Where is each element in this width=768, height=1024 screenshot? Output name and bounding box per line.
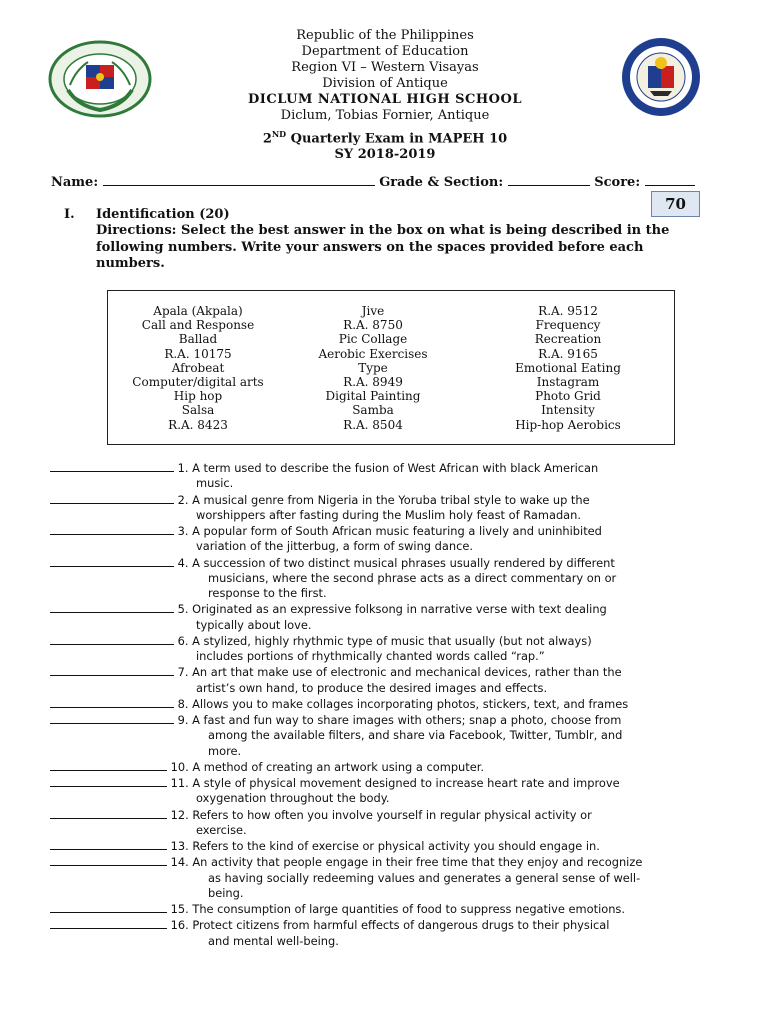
question-text: A musical genre from Nigeria in the Yoruba tribal style to wake up the: [192, 492, 590, 507]
question-text-continued: oxygenation throughout the body.: [196, 791, 390, 806]
choice-item: Computer/digital arts: [132, 375, 264, 390]
choice-item: R.A. 9512: [538, 304, 598, 318]
question-number: 2.: [174, 492, 193, 507]
question-text-continued: includes portions of rhythmically chanted words called “rap.”: [196, 649, 545, 663]
question-item: [50, 759, 730, 775]
exam-quarter-number: 2: [262, 131, 272, 147]
question-text: Protect citizens from harmful effects of dangerous drugs to their physical: [192, 918, 610, 933]
question-text-continued: response to the first.: [208, 586, 327, 600]
question-item: [50, 917, 730, 949]
question-number: 9.: [174, 713, 193, 727]
choice-item: Salsa: [181, 403, 215, 418]
answer-blank[interactable]: [50, 838, 167, 850]
question-text-continued: among the available filters, and share via Facebook, Twitter, Tumblr, and: [208, 728, 623, 743]
question-text: An activity that people engage in their free time that they enjoy and recognize: [192, 855, 643, 870]
score-total-box: 70: [651, 191, 700, 217]
question-text-continued: music.: [196, 476, 234, 491]
question-item: [50, 601, 730, 633]
school-address: Diclum, Tobias Fornier, Antique: [280, 108, 490, 123]
question-item: [50, 775, 730, 807]
answer-blank[interactable]: [50, 601, 174, 613]
student-info-line: [51, 175, 711, 190]
choice-item: Apala (Akpala): [153, 304, 243, 318]
question-item: [50, 523, 730, 555]
question-text-continued: musicians, where the second phrase acts as a direct commentary on or: [208, 570, 617, 585]
choice-item: Aerobic Exercises: [318, 346, 428, 361]
question-item: [50, 696, 730, 712]
question-text: A fast and fun way to share images with others; snap a photo, choose from: [192, 713, 622, 727]
question-text: Refers to how often you involve yourself in regular physical activity or: [192, 807, 592, 822]
choice-item: Instagram: [536, 375, 600, 390]
choice-item: Recreation: [534, 332, 602, 347]
question-item: [50, 854, 730, 901]
answer-blank[interactable]: [50, 917, 167, 929]
question-text: Originated as an expressive folksong in narrative verse with text dealing: [192, 602, 607, 617]
question-text: A stylized, highly rhythmic type of music that usually (but not always): [192, 633, 592, 648]
choices-column-3: [458, 304, 678, 432]
choice-item: Digital Painting: [325, 389, 421, 404]
choice-item: R.A. 8750: [343, 318, 403, 333]
question-number: 3.: [174, 524, 193, 538]
question-number: 7.: [174, 665, 193, 680]
section-directions: Directions: Select the best answer in the box on what is being described in the following numbers. Write your answers on the spaces provided before each numbers.: [96, 223, 670, 271]
choices-column-1: [108, 304, 288, 432]
score-label: Score:: [594, 175, 641, 190]
question-number: 13.: [167, 839, 193, 853]
question-number: 14.: [167, 855, 193, 870]
question-item: [50, 664, 730, 696]
question-number: 6.: [174, 633, 193, 648]
question-item: [50, 901, 730, 917]
questions-list: [50, 460, 730, 949]
exam-title-text: Quarterly Exam in MAPEH 10: [286, 131, 508, 147]
question-text: An art that make use of electronic and mechanical devices, rather than the: [192, 665, 622, 680]
choice-item: Hip hop: [173, 389, 223, 404]
choice-item: Type: [358, 360, 388, 375]
answer-choices-box: [107, 290, 675, 445]
choice-item: Intensity: [541, 403, 595, 418]
question-text: A popular form of South African music featuring a lively and uninhibited: [192, 524, 602, 538]
choice-item: Afrobeat: [171, 360, 225, 375]
answer-blank[interactable]: [50, 633, 174, 645]
choice-item: Frequency: [535, 318, 601, 333]
choice-item: R.A. 10175: [164, 346, 232, 361]
answer-blank[interactable]: [50, 664, 174, 676]
choice-item: Call and Response: [141, 318, 255, 333]
grade-section-label: Grade & Section:: [379, 175, 504, 190]
question-number: 16.: [167, 918, 193, 933]
grade-section-blank[interactable]: [508, 175, 590, 186]
question-text: A style of physical movement designed to increase heart rate and improve: [192, 776, 620, 790]
question-number: 15.: [167, 902, 193, 916]
answer-blank[interactable]: [50, 523, 174, 535]
exam-title: [150, 126, 620, 147]
question-text: A term used to describe the fusion of West African with black American: [192, 461, 599, 475]
question-number: 5.: [174, 602, 193, 617]
choice-item: R.A. 9165: [538, 346, 598, 361]
answer-blank[interactable]: [50, 696, 174, 708]
question-number: 12.: [167, 807, 193, 822]
question-number: 4.: [174, 555, 193, 570]
answer-blank[interactable]: [50, 460, 174, 472]
header-line-republic: Republic of the Philippines: [296, 28, 474, 43]
choice-item: Jive: [361, 304, 385, 318]
answer-blank[interactable]: [50, 492, 174, 504]
question-text: A method of creating an artwork using a computer.: [192, 759, 484, 774]
section-title: Identification (20): [96, 207, 230, 222]
score-blank[interactable]: [645, 175, 695, 186]
question-number: 11.: [167, 776, 193, 790]
question-text-continued: variation of the jitterbug, a form of swing dance.: [196, 539, 473, 554]
answer-blank[interactable]: [50, 759, 167, 771]
choice-item: Pic Collage: [338, 332, 408, 347]
question-text: A succession of two distinct musical phrases usually rendered by different: [192, 555, 615, 570]
question-number: 1.: [174, 461, 193, 475]
answer-blank[interactable]: [50, 901, 167, 913]
question-number: 8.: [174, 696, 193, 711]
choice-item: R.A. 8504: [343, 417, 403, 432]
deped-seal-logo: [620, 36, 702, 118]
question-text-continued: typically about love.: [196, 617, 312, 632]
answer-blank[interactable]: [50, 712, 174, 724]
header-line-region: Region VI – Western Visayas: [291, 60, 479, 75]
choice-item: R.A. 8423: [168, 417, 228, 432]
choice-item: Samba: [352, 403, 394, 418]
school-year: SY 2018-2019: [334, 147, 436, 163]
question-text-continued: exercise.: [196, 822, 247, 837]
question-text-continued: as having socially redeeming values and generates a general sense of well-: [208, 870, 641, 885]
question-text-continued: more.: [208, 743, 242, 758]
answer-blank[interactable]: [50, 775, 167, 787]
header-line-division: Division of Antique: [322, 76, 448, 91]
question-text: The consumption of large quantities of food to suppress negative emotions.: [192, 902, 625, 916]
choice-item: R.A. 8949: [343, 375, 403, 390]
choice-item: Emotional Eating: [515, 360, 621, 375]
school-name: DICLUM NATIONAL HIGH SCHOOL: [248, 92, 522, 107]
answer-blank[interactable]: [50, 555, 174, 567]
question-item: [50, 492, 730, 524]
header-line-department: Department of Education: [301, 44, 469, 59]
section-number: I.: [64, 207, 75, 222]
question-item: [50, 633, 730, 665]
question-text-continued: and mental well-being.: [208, 933, 339, 948]
question-item: [50, 555, 730, 602]
choice-item: Ballad: [178, 332, 218, 347]
answer-blank[interactable]: [50, 854, 167, 866]
question-text-continued: being.: [208, 885, 244, 900]
question-number: 10.: [167, 759, 193, 774]
choice-item: Hip-hop Aerobics: [515, 417, 621, 432]
question-item: [50, 838, 730, 854]
name-label: Name:: [51, 175, 99, 190]
question-text-continued: worshippers after fasting during the Muslim holy feast of Ramadan.: [196, 507, 582, 522]
question-text: Refers to the kind of exercise or physical activity you should engage in.: [192, 839, 600, 853]
answer-blank[interactable]: [50, 807, 167, 819]
document-header: [150, 28, 620, 163]
question-item: [50, 460, 730, 492]
question-text-continued: artist’s own hand, to produce the desired images and effects.: [196, 680, 548, 695]
question-item: [50, 807, 730, 839]
question-text: Allows you to make collages incorporating photos, stickers, text, and frames: [192, 696, 629, 711]
choice-item: Photo Grid: [535, 389, 601, 404]
question-item: [50, 712, 730, 759]
exam-quarter-suffix: ND: [271, 129, 287, 139]
choices-column-2: [283, 304, 463, 432]
school-seal-logo: [48, 40, 152, 118]
name-blank[interactable]: [103, 175, 375, 186]
